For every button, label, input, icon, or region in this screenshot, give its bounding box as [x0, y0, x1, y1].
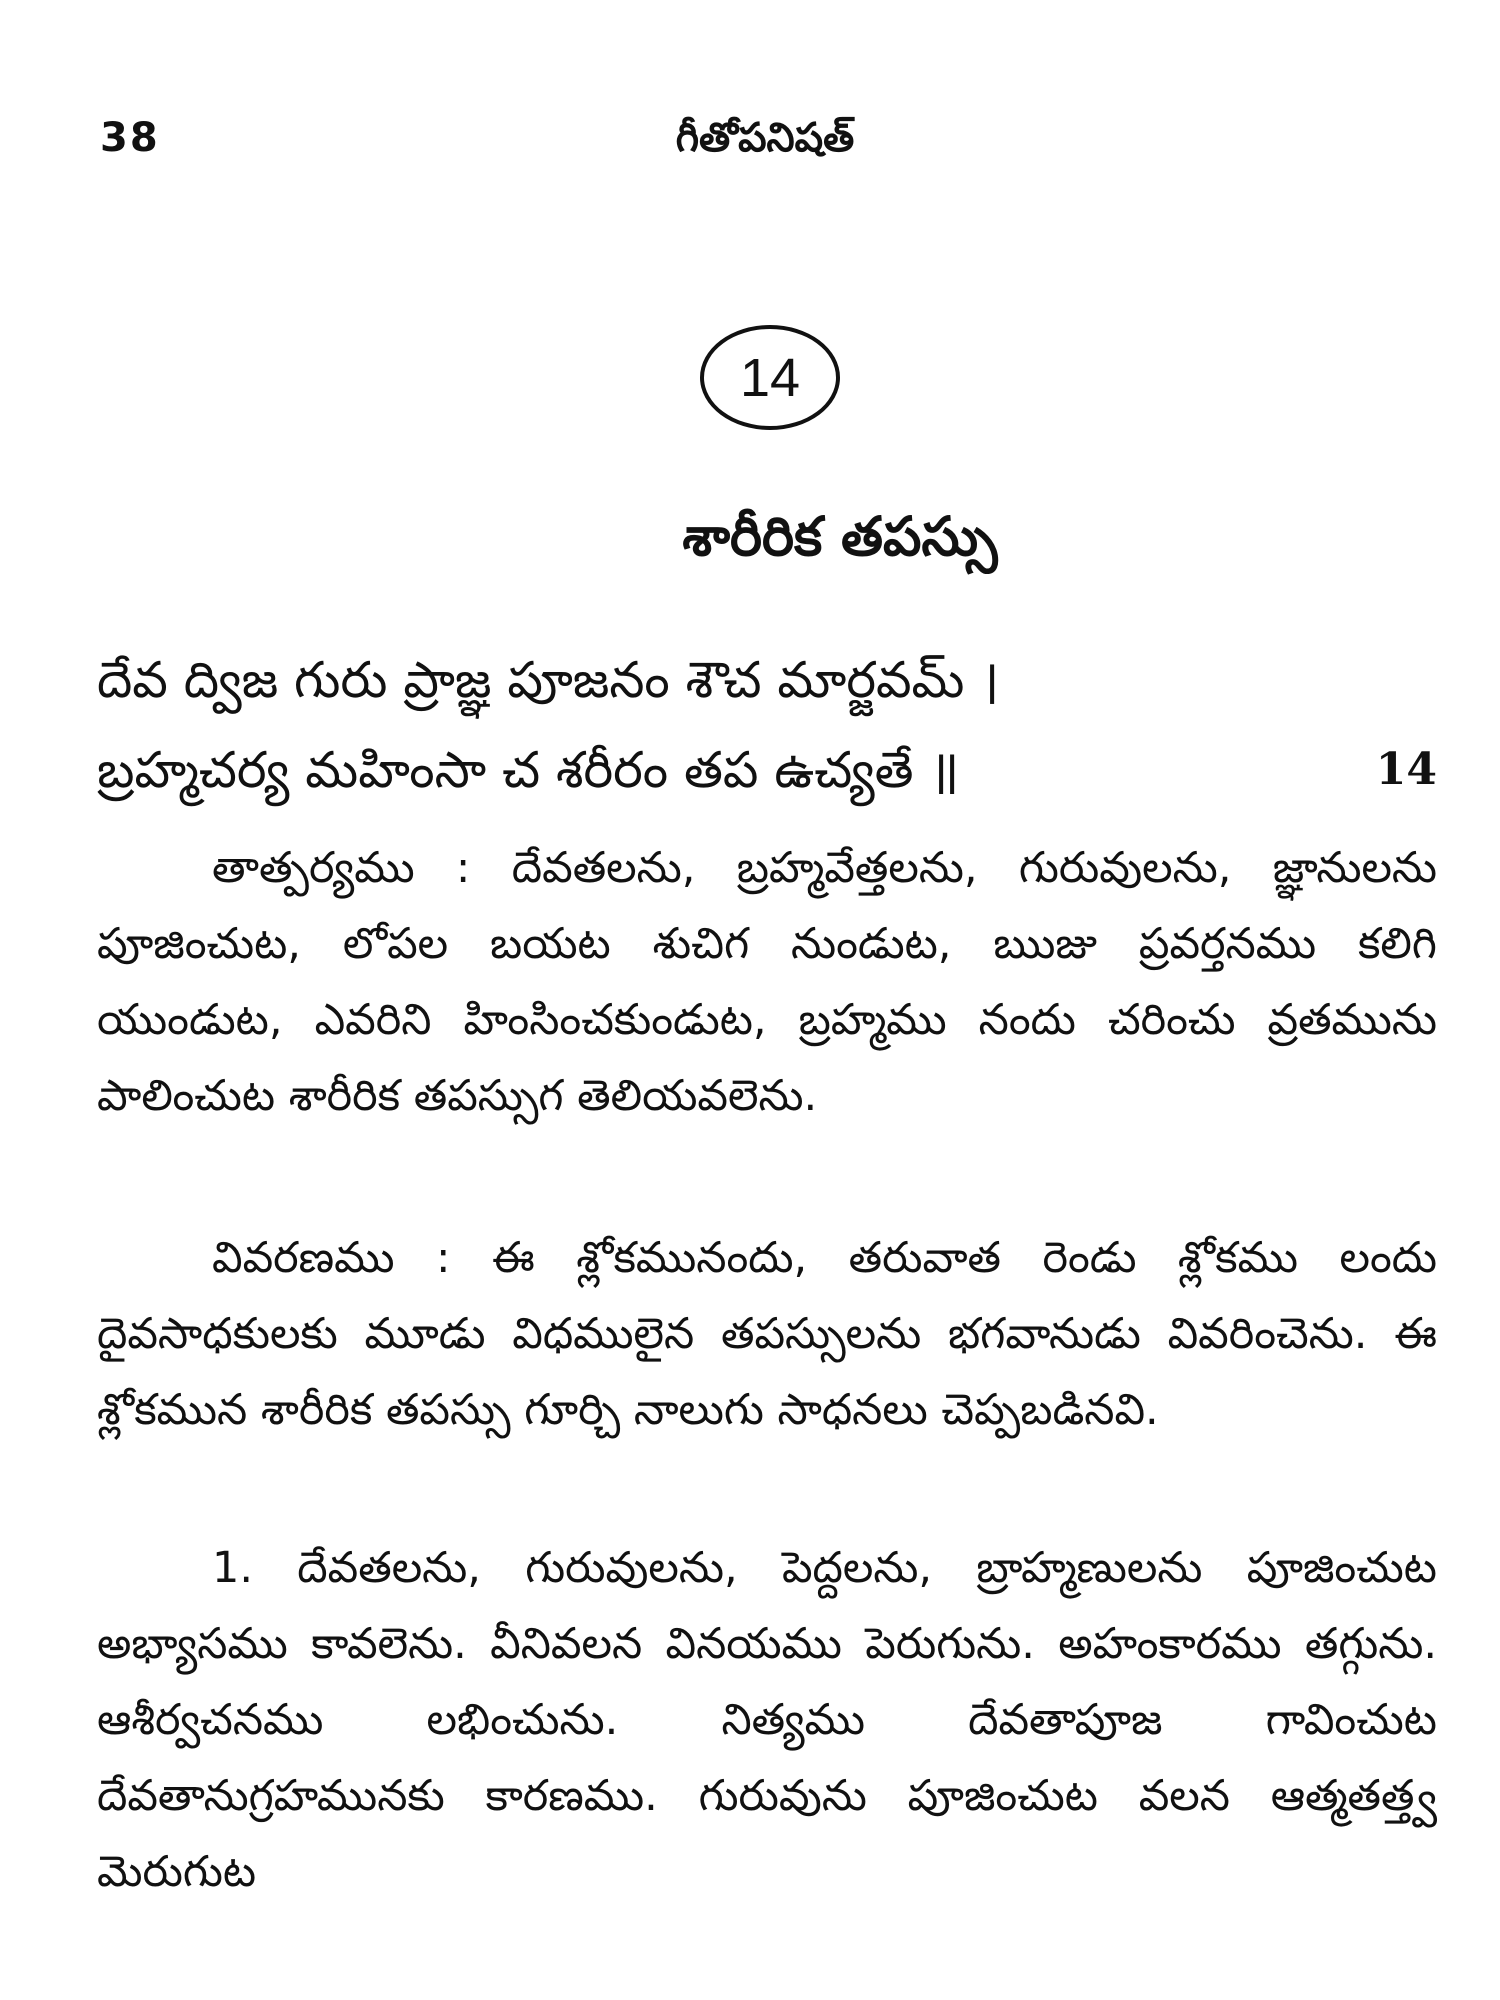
- page-number: 38: [100, 115, 160, 161]
- explanation-paragraph: వివరణము : ఈ శ్లోకమునందు, తరువాత రెండు శ్లోకము లందు దైవసాధకులకు మూడు విధములైన తపస్సులను భగవానుడు వివరించెను. ఈ శ్లోకమున శారీరిక తపస్సు గూర్చి నాలుగు సాధనలు చెప్పబడినవి.: [97, 1233, 1437, 1435]
- chapter-number: 14: [739, 347, 801, 408]
- chapter-number-circle: [700, 325, 840, 430]
- verse-line-2: [97, 725, 1437, 815]
- verse-line-1: [97, 635, 1437, 725]
- page-header: [100, 115, 1430, 175]
- meaning-paragraph: తాత్పర్యము : దేవతలను, బ్రహ్మవేత్తలను, గురువులను, జ్ఞానులను పూజించుట, లోపల బయట శుచిగ నుండుట, ఋజు ప్రవర్తనము కలిగి యుండుట, ఎవరిని హింసించకుండుట, బ్రహ్మము నందు చరించు వ్రతమును పాలించుట శారీరిక తపస్సుగ తెలియవలెను.: [97, 843, 1437, 1121]
- verse-number: 14: [1375, 744, 1437, 795]
- verse-line-1-text: దేవ ద్విజ గురు ప్రాజ్ఞ పూజనం శౌచ మార్జవమ్ ।: [97, 651, 1000, 709]
- verse-line-2-text: బ్రహ్మచర్య మహింసా చ శరీరం తప ఉచ్యతే ॥: [97, 741, 960, 799]
- running-title: గీతోపనిషత్: [675, 115, 855, 161]
- chapter-title: శారీరిక తపస్సు: [682, 505, 998, 568]
- point-one-paragraph: 1. దేవతలను, గురువులను, పెద్దలను, బ్రాహ్మణులను పూజించుట అభ్యాసము కావలెను. వీనివలన వినయము పెరుగును. అహంకారము తగ్గును. ఆశీర్వచనము లభించును. నిత్యము దేవతాపూజ గావించుట దేవతానుగ్రహమునకు కారణము. గురువును పూజించుట వలన ఆత్మతత్త్వ మెరుగుట: [97, 1543, 1437, 1897]
- verse-block: [97, 635, 1437, 815]
